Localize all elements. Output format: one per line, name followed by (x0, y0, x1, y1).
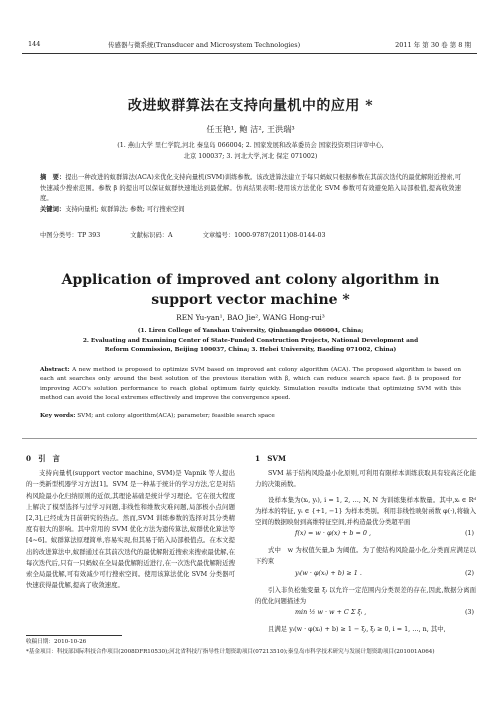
fund-info: *基金项目：科技部国际科技合作项目(2008DFR10530);河北省科技厅指导性计划资助项目(07213510);秦皇岛市科学技术研究与发展计划资助项目(201001A064) (26, 648, 435, 655)
english-affiliations (36, 327, 465, 356)
section-heading: 1 SVM (255, 454, 286, 463)
chinese-affiliations (40, 140, 461, 162)
equation-number: (1) (464, 529, 474, 538)
equation-body: yᵢ(w · φ(xᵢ) + b) ≥ 1 . (295, 568, 362, 577)
equation-body: min ½ w · w + C Σ ξᵢ , (295, 608, 367, 617)
english-title-line: support vector machine * (151, 292, 350, 308)
affiliation-line: 2. Evaluating and Examining Center of State-Funded Construction Projects, National Development and (82, 337, 419, 344)
keywords-text: SVM; ant colony algorithm(ACA); parameter; feasible search space (77, 413, 275, 419)
clc-number: 中图分类号：TP 393 (40, 232, 101, 239)
chinese-title: 改进蚁群算法在支持向量机中的应用 * (127, 98, 374, 114)
equation-3 (255, 607, 476, 620)
paragraph: SVM 基于结构风险最小化原则,可利用有限样本训练获取具有较高泛化能力的决策函数。 (255, 469, 476, 489)
affiliation-line: (1. Liren College of Yanshan University, Qinhuangdao 066004, China; (137, 328, 364, 334)
issue-info: 2011 年 第 30 卷 第 8 期 (395, 41, 471, 49)
section-divider (22, 438, 477, 439)
english-title (0, 270, 501, 310)
section-heading: 0 引 言 (26, 454, 60, 463)
abstract-label: Abstract: (40, 367, 70, 373)
paragraph: 引入非负松弛变量 ξᵢ 以允许一定范围内分类误差的存在,因此,数据分离面的优化问题描述为 (255, 585, 476, 605)
left-column (26, 453, 235, 591)
paragraph: 且满足 yᵢ(w · φ(xᵢ) + b) ≥ 1 − ξᵢ, ξᵢ ≥ 0, i = 1, …, n, 其中, (268, 625, 446, 634)
keywords-label: Key words: (40, 413, 76, 419)
english-authors: REN Yu-yan¹, BAO Jie², WANG Hong-rui³ (176, 313, 325, 322)
equation-body: f(x) = w · φ(x) + b = 0 , (295, 529, 372, 538)
chinese-abstract (40, 173, 461, 215)
classification-line (40, 230, 461, 239)
equation-2 (255, 568, 476, 581)
abstract-text: A new method is proposed to optimize SVM based on improved ant colony algorithm (ACA). The proposed algorithm is based on each ant searches only around the best solution of the previous iteration with β, which can reduce search space fast. β is proposed for improving ACO's solution performance to reach global optimum fairly quickly. Simulation results indicate that optimizing SVM with this method can avoid the local extremes effectively and improve the convergence speed. (40, 367, 461, 402)
affiliation-line: 北京 100037; 3. 河北大学,河北 保定 071002) (183, 153, 318, 160)
equation-number: (2) (464, 568, 474, 577)
english-title-line: Application of improved ant colony algorithm in (61, 272, 440, 288)
footnote-rule (26, 635, 122, 636)
english-abstract (40, 366, 461, 404)
chinese-authors: 任玉艳¹, 鲍 洁², 王洪瑞³ (206, 124, 295, 134)
affiliation-line: (1. 燕山大学 里仁学院,河北 秦皇岛 066004; 2. 国家发展和改革委员会 国家投资项目评审中心, (117, 142, 384, 149)
keywords-label: 关键词： (40, 205, 66, 213)
footnote (26, 638, 476, 657)
paragraph: 式中 w 为权值矢量,b 为阈值。为了使结构风险最小化,分类面应满足以下约束 (255, 546, 476, 566)
abstract-label: 摘 要： (40, 174, 66, 181)
paragraph: 支持向量机(support vector machine, SVM)是 Vapnik 等人提出的一类新型机器学习方法[1]。SVM 是一种基于统计的学习方法,它是对结构风险最小化归纳原则的近似,其理论基础是统计学习理论。它在很大程度上解决了模型选择与过学习问题,非线性和维数灾难问题,局部极小点问题[2,3],已经成为目前研究的热点。然而,SVM 训练参数的选择对其分类精度有很大的影响。其中常用的 SVM 优化方法为遗传算法,蚁群优化算法等[4~6]。蚁群算法原理简单,容易实现,但其易于陷入局部极值点。在本文提出的改进算法中,蚁群通过在其前次迭代的最优解附近搜索来搜索最优解,在每次迭代后,只有一只蚂蚁在全局最优解附近进行,在一次迭代最优解附近搜索全局最优解,可有效减少可行搜索空间。使用该算法优化 SVM 分类器可快速获得最优解,提高了收敛速度。 (26, 469, 235, 590)
header-rule (22, 53, 477, 54)
english-keywords (40, 413, 461, 419)
paragraph: 设样本集为(xᵢ, yᵢ), i = 1, 2, …, N, N 为训练集样本数量。其中,xᵢ ∈ Rᵈ 为样本的特征, yᵢ ∈ {+1, −1} 为样本类别。利用非线性映射函数 φ(·),将输入空间的数据映射到高维特征空间,并构造最优分类超平面 (255, 495, 476, 527)
page-number: 144 (28, 40, 41, 48)
abstract-text: 提出一种改进的蚁群算法(ACA)来优化支持向量机(SVM)训练参数。该改进算法建立于每只蚂蚁只根据参数在其前次迭代的最优解附近搜索,可快速减少搜索范围。参数 β 的提出可以保证蚁群快速地达到最优解。仿真结果表明:使用该方法优化 SVM 参数可有效避免陷入局部极值,提高收敛速度。 (40, 174, 461, 202)
running-header (22, 40, 477, 52)
equation-number: (3) (464, 608, 474, 617)
keywords-text: 支持向量机; 蚁群算法; 参数; 可行搜索空间 (65, 205, 185, 213)
document-code: 文献标识码：A (130, 232, 173, 239)
equation-1 (255, 528, 476, 541)
journal-name: 传感器与微系统(Transducer and Microsystem Technologies) (108, 41, 301, 49)
right-column (255, 453, 476, 635)
received-date: 收稿日期：2010-10-26 (26, 639, 87, 645)
article-number: 文章编号：1000-9787(2011)08-0144-03 (202, 232, 326, 239)
affiliation-line: Reform Commission, Beijing 100037, China; 3. Hebei University, Baoding 071002, China) (104, 347, 397, 353)
